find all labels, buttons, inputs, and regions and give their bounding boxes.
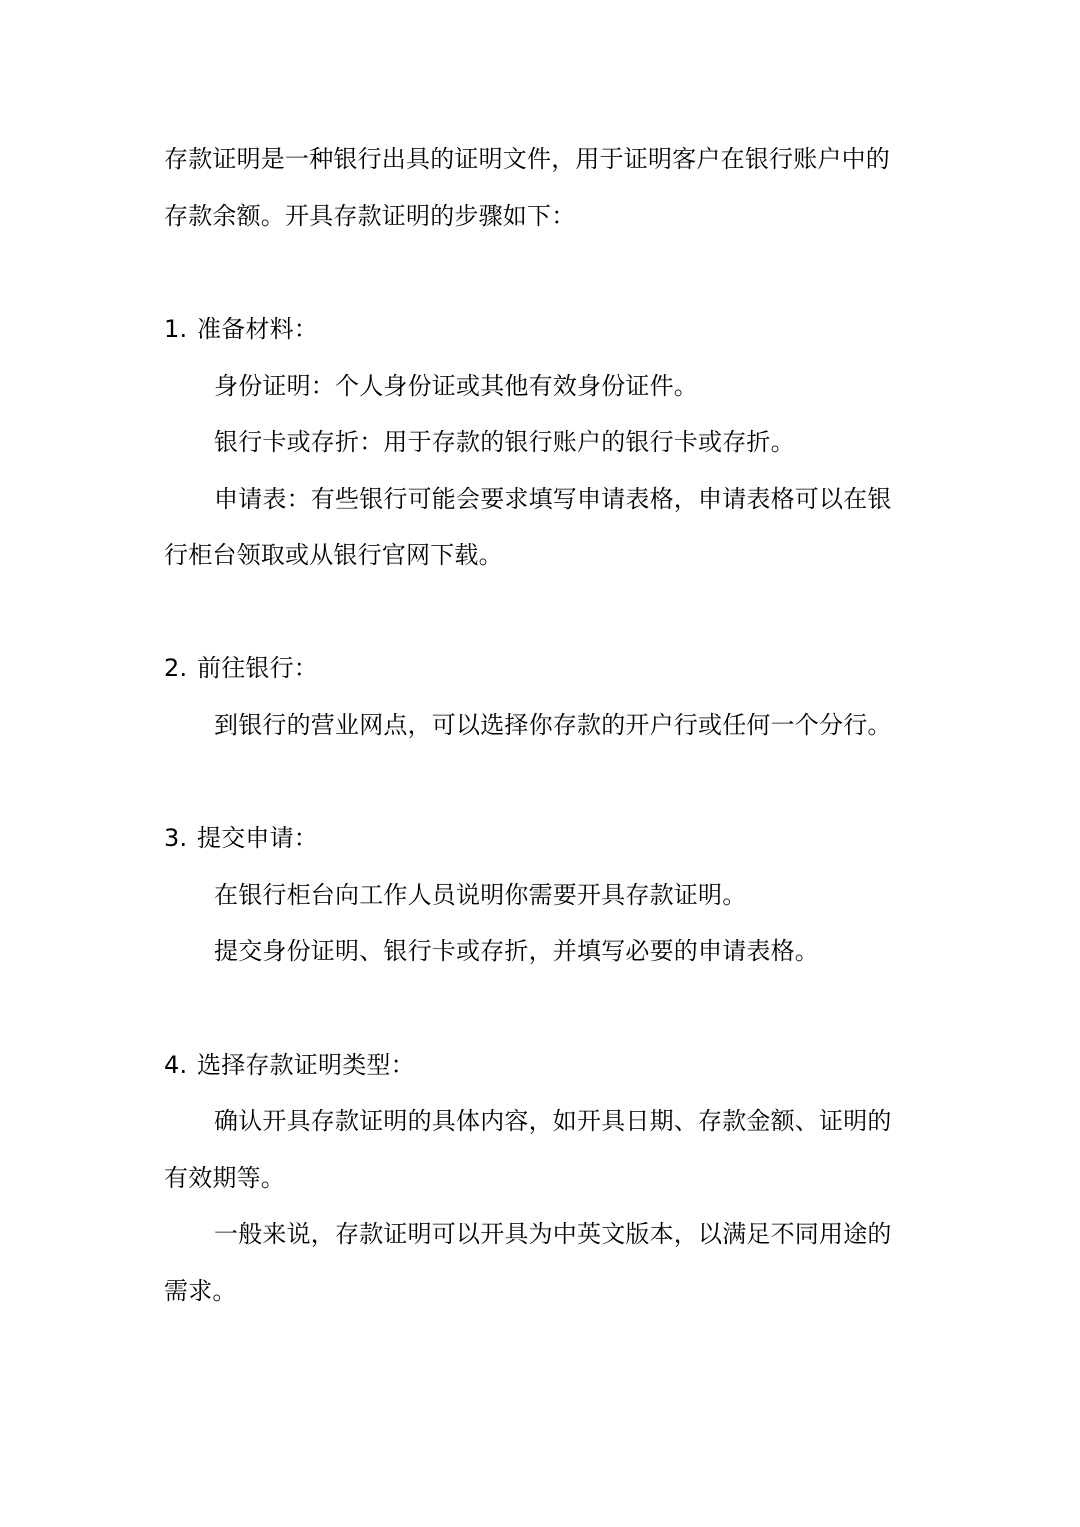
section-1-heading <box>164 301 924 357</box>
section-1-item-3-line-2: 行柜台领取或从银行官网下载。 <box>164 541 503 569</box>
section-2-item-1: 到银行的营业网点，可以选择你存款的开户行或任何一个分行。 <box>214 711 892 739</box>
section-4-heading <box>164 1037 924 1093</box>
section-4-item-1-line-2: 有效期等。 <box>164 1164 285 1192</box>
section-3-item-2: 提交身份证明、银行卡或存折，并填写必要的申请表格。 <box>214 937 819 965</box>
section-4-item-1-line-1: 确认开具存款证明的具体内容，如开具日期、存款金额、证明的 <box>214 1107 892 1135</box>
section-2-number: 2. <box>164 654 188 682</box>
section-3-item-1: 在银行柜台向工作人员说明你需要开具存款证明。 <box>214 881 747 909</box>
section-4-item-2-line-2: 需求。 <box>164 1277 237 1305</box>
section-4-title: 选择存款证明类型： <box>197 1051 415 1079</box>
section-1-title: 准备材料： <box>197 315 318 343</box>
section-2-title: 前往银行： <box>197 654 318 682</box>
section-1-item-3-line-1: 申请表：有些银行可能会要求填写申请表格，申请表格可以在银 <box>214 485 892 513</box>
section-1-item-2: 银行卡或存折：用于存款的银行账户的银行卡或存折。 <box>214 428 795 456</box>
section-2-heading <box>164 640 924 696</box>
intro-line-2: 存款余额。开具存款证明的步骤如下： <box>164 202 576 230</box>
section-4-item-2-line-1: 一般来说，存款证明可以开具为中英文版本，以满足不同用途的 <box>214 1220 892 1248</box>
section-1-number: 1. <box>164 315 188 343</box>
section-3-number: 3. <box>164 824 188 852</box>
section-3-title: 提交申请： <box>197 824 318 852</box>
section-3-heading <box>164 810 924 866</box>
section-1-item-1: 身份证明：个人身份证或其他有效身份证件。 <box>214 372 698 400</box>
intro-line-1: 存款证明是一种银行出具的证明文件，用于证明客户在银行账户中的 <box>164 145 890 173</box>
section-4-number: 4. <box>164 1051 188 1079</box>
